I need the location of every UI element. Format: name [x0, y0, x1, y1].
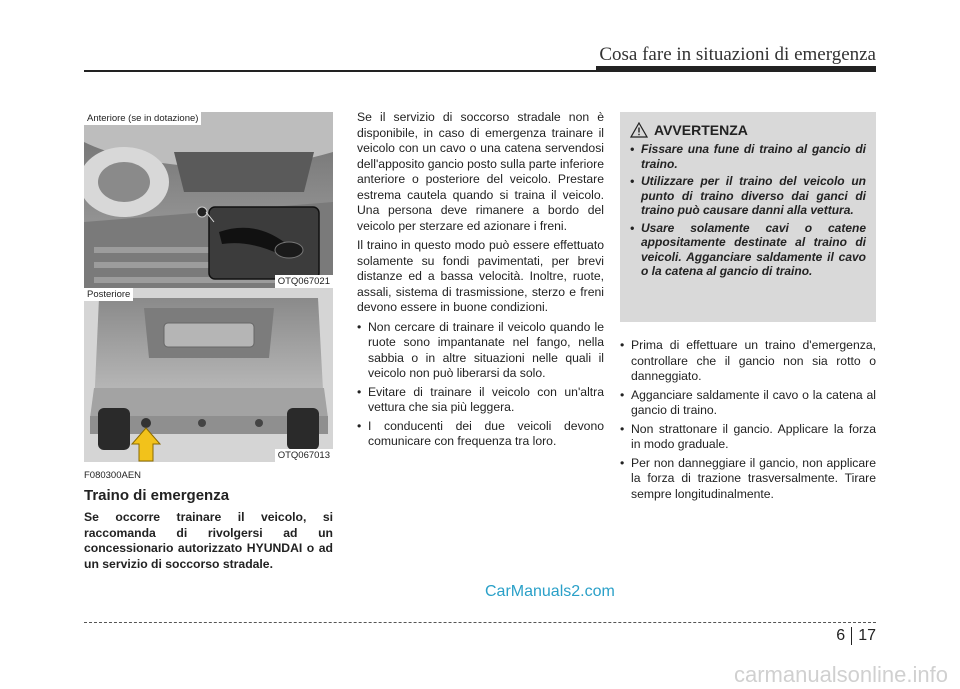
rear-photo-code: OTQ067013: [275, 449, 333, 462]
footer-rule: [84, 622, 876, 623]
page-number: [836, 627, 876, 645]
rear-car-illustration: [84, 288, 333, 462]
list-item: • Prima di effettuare un traino d'emergenza, controllare che il gancio non sia rotto o danneggiato.: [620, 338, 876, 385]
section-title: Traino di emergenza: [84, 487, 230, 504]
front-photo-label: Anteriore (se in dotazione): [84, 112, 201, 125]
section-code: F080300AEN: [84, 470, 142, 481]
chapter-number: 6: [836, 627, 852, 645]
footer-watermark: carmanualsonline.info: [733, 662, 948, 687]
warning-header: [630, 122, 866, 138]
list-item: • Per non danneggiare il gancio, non applicare la forza di trazione trasversalmente. Tirare sempre longitudinalmente.: [620, 456, 876, 503]
paragraph: Il traino in questo modo può essere effettuato solamente su fondi pavimentati, per brevi distanze ed a bassa velocità. Inoltre, ruote, assali, sistema di trasmissione, sterzo e freni devono essere in buone condizioni.: [357, 238, 604, 314]
hook-precautions-column: [620, 338, 876, 505]
list-item: • Non cercare di trainare il veicolo quando le ruote sono impantanate nel fango, nella sabbia o in altre situazioni nelle quali il veicolo non può liberarsi da solo.: [357, 320, 604, 382]
list-item: • Agganciare saldamente il cavo o la catena al gancio di traino.: [620, 388, 876, 419]
warning-bullets: [630, 142, 866, 279]
header-rule-accent: [596, 66, 876, 72]
front-car-illustration: [84, 112, 333, 288]
precaution-bullets: [620, 338, 876, 502]
list-item: • I conducenti dei due veicoli devono comunicare con frequenza tra loro.: [357, 419, 604, 450]
page-header-title: Cosa fare in situazioni di emergenza: [599, 44, 876, 65]
paragraph: Se il servizio di soccorso stradale non è disponibile, in caso di emergenza trainare il veicolo con un cavo o una catena servendosi dell'apposito gancio posto sulla parte inferiore anteriore o posteriore del veicolo. Prestare estrema cautela quando si traina il veicolo. Una persona deve rimanere a bordo del veicolo per sterzare ed azionare i freni.: [357, 110, 604, 233]
towing-bullets: [357, 320, 604, 450]
rear-photo-label: Posteriore: [84, 288, 133, 301]
list-item: • Non strattonare il gancio. Applicare la forza in modo graduale.: [620, 422, 876, 453]
rear-towhook-photo: [84, 288, 333, 462]
towing-instructions-column: [357, 110, 604, 453]
warning-triangle-icon: [630, 122, 648, 138]
watermark-link[interactable]: CarManuals2.com: [485, 583, 615, 600]
list-item: • Fissare una fune di traino al gancio di traino.: [630, 142, 866, 171]
section-intro: Se occorre trainare il veicolo, si raccomanda di rivolgersi ad un concessionario autorizzato HYUNDAI o ad un servizio di soccorso stradale.: [84, 510, 333, 571]
list-item: • Usare solamente cavi o catene appositamente destinate al traino di veicoli. Agganciare saldamente il cavo o la catena al gancio di traino.: [630, 221, 866, 279]
list-item: • Utilizzare per il traino del veicolo un punto di traino diverso dai ganci di traino può causare danni alla vettura.: [630, 174, 866, 218]
section-intro-column: [84, 470, 333, 572]
warning-title: AVVERTENZA: [654, 122, 748, 138]
front-towhook-photo: [84, 112, 333, 288]
page-number-value: 17: [858, 627, 876, 644]
front-photo-code: OTQ067021: [275, 275, 333, 288]
warning-box: [620, 112, 876, 322]
list-item: • Evitare di trainare il veicolo con un'altra vettura che sia più leggera.: [357, 385, 604, 416]
